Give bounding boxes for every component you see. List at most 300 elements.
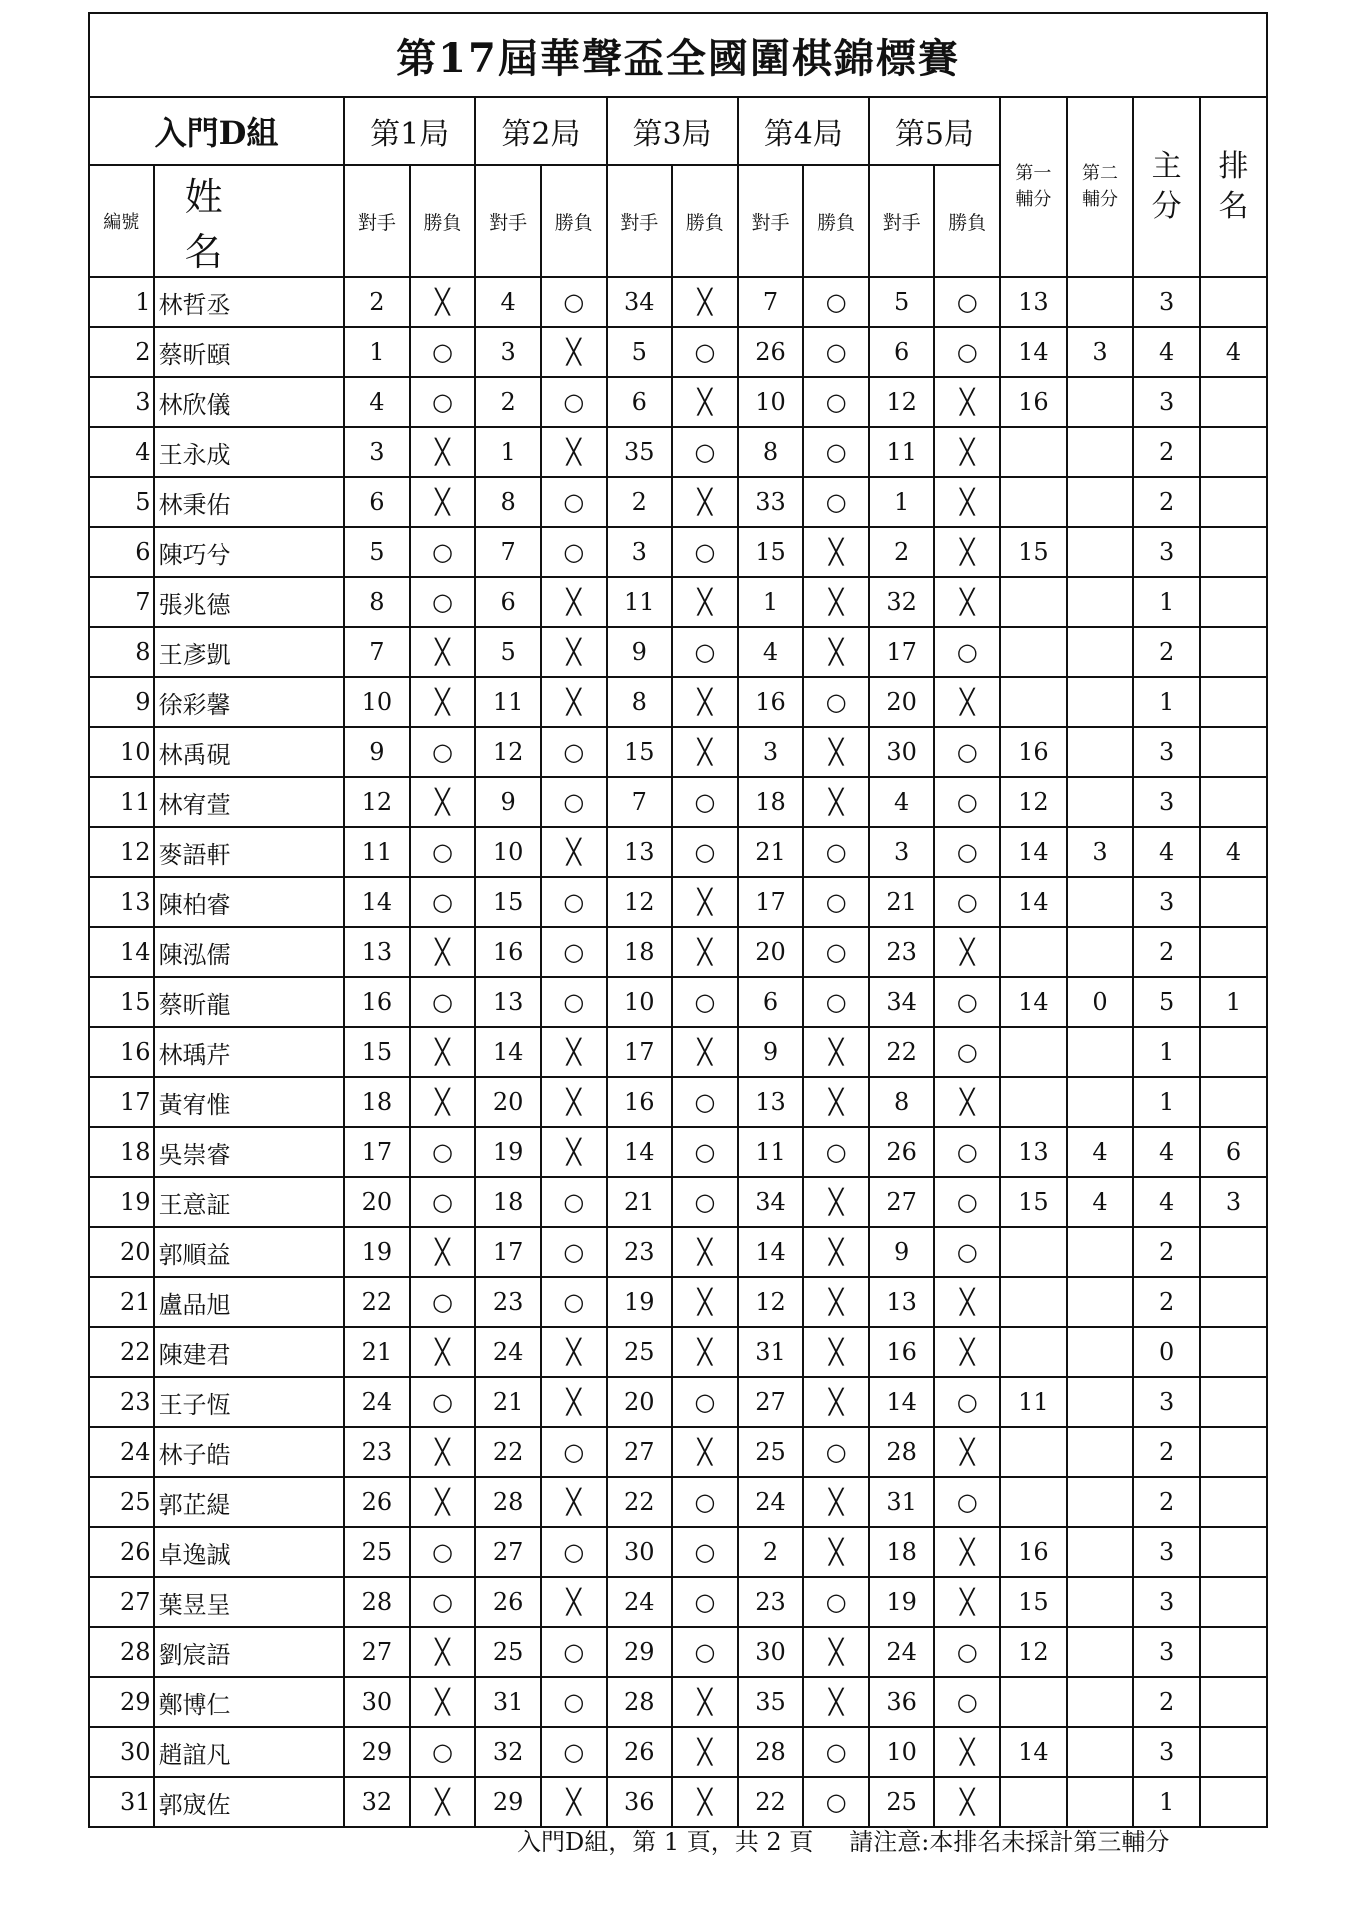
- player-name: 林秉佑: [154, 477, 345, 527]
- player-number: 16: [89, 1027, 154, 1077]
- game-result: ○: [410, 1577, 476, 1627]
- rank-value: [1200, 727, 1267, 777]
- opponent-number: 25: [607, 1327, 673, 1377]
- opponent-number: 16: [738, 677, 804, 727]
- opponent-number: 18: [869, 1527, 935, 1577]
- name-label: 姓名: [184, 175, 223, 274]
- opponent-number: 25: [869, 1777, 935, 1827]
- game-result: ○: [541, 1627, 607, 1677]
- game-result: ○: [672, 977, 738, 1027]
- player-number: 19: [89, 1177, 154, 1227]
- opponent-number: 11: [475, 677, 541, 727]
- tiebreak-1-value: 15: [1000, 527, 1067, 577]
- opponent-number: 3: [475, 327, 541, 377]
- round-3-header: 第3局: [607, 97, 738, 165]
- player-row: [89, 1427, 1267, 1477]
- player-row: [89, 1777, 1267, 1827]
- game-result: ╳: [672, 1027, 738, 1077]
- opponent-header: 對手: [475, 165, 541, 277]
- page-title: 第17屆華聲盃全國圍棋錦標賽: [89, 13, 1267, 97]
- game-result: ○: [410, 1177, 476, 1227]
- game-result: ╳: [410, 927, 476, 977]
- opponent-header: 對手: [738, 165, 804, 277]
- tiebreak-1-value: [1000, 1027, 1067, 1077]
- opponent-number: 17: [607, 1027, 673, 1077]
- player-number: 8: [89, 627, 154, 677]
- main-score-value: 3: [1133, 527, 1200, 577]
- result-header: 勝負: [803, 165, 869, 277]
- opponent-header: 對手: [607, 165, 673, 277]
- player-number: 27: [89, 1577, 154, 1627]
- opponent-number: 15: [344, 1027, 410, 1077]
- game-result: ╳: [541, 577, 607, 627]
- game-result: ○: [541, 1527, 607, 1577]
- opponent-number: 30: [738, 1627, 804, 1677]
- opponent-number: 32: [869, 577, 935, 627]
- tiebreak-2-value: [1067, 1677, 1134, 1727]
- opponent-number: 35: [607, 427, 673, 477]
- game-result: ○: [541, 777, 607, 827]
- tiebreak-1-value: 14: [1000, 977, 1067, 1027]
- game-result: ╳: [410, 277, 476, 327]
- opponent-number: 24: [344, 1377, 410, 1427]
- game-result: ╳: [410, 1027, 476, 1077]
- opponent-number: 6: [475, 577, 541, 627]
- game-result: ╳: [541, 427, 607, 477]
- opponent-number: 20: [607, 1377, 673, 1427]
- player-number: 21: [89, 1277, 154, 1327]
- opponent-number: 15: [738, 527, 804, 577]
- game-result: ○: [803, 1577, 869, 1627]
- opponent-number: 34: [869, 977, 935, 1027]
- tiebreak-1-value: 14: [1000, 877, 1067, 927]
- rank-value: [1200, 1627, 1267, 1677]
- player-name: 葉昱呈: [154, 1577, 345, 1627]
- opponent-number: 24: [607, 1577, 673, 1627]
- rank-value: [1200, 1077, 1267, 1127]
- rank-header: [1200, 97, 1267, 277]
- tiebreak-1-value: 13: [1000, 1127, 1067, 1177]
- opponent-number: 12: [869, 377, 935, 427]
- opponent-number: 7: [475, 527, 541, 577]
- opponent-number: 19: [869, 1577, 935, 1627]
- opponent-number: 21: [344, 1327, 410, 1377]
- game-result: ╳: [803, 1027, 869, 1077]
- game-result: ╳: [672, 877, 738, 927]
- game-result: ╳: [672, 377, 738, 427]
- game-result: ╳: [410, 1627, 476, 1677]
- page-footer: [517, 1822, 1169, 1857]
- game-result: ╳: [672, 1777, 738, 1827]
- tiebreak-1-value: [1000, 627, 1067, 677]
- player-number: 2: [89, 327, 154, 377]
- tiebreak-2-value: [1067, 527, 1134, 577]
- game-result: ○: [803, 327, 869, 377]
- game-result: ○: [934, 727, 1000, 777]
- tiebreak-1-label: 第一 輔分: [1015, 163, 1052, 210]
- game-result: ╳: [934, 1427, 1000, 1477]
- opponent-number: 4: [344, 377, 410, 427]
- game-result: ╳: [934, 477, 1000, 527]
- player-row: [89, 1277, 1267, 1327]
- game-result: ╳: [672, 1227, 738, 1277]
- player-row: [89, 1027, 1267, 1077]
- tiebreak-1-value: [1000, 1777, 1067, 1827]
- opponent-number: 9: [344, 727, 410, 777]
- game-result: ○: [803, 1777, 869, 1827]
- opponent-number: 14: [475, 1027, 541, 1077]
- tiebreak-2-value: [1067, 427, 1134, 477]
- player-name: 郭順益: [154, 1227, 345, 1277]
- game-result: ○: [672, 427, 738, 477]
- player-row: [89, 1177, 1267, 1227]
- result-header: 勝負: [541, 165, 607, 277]
- game-result: ╳: [541, 1027, 607, 1077]
- game-result: ╳: [934, 1327, 1000, 1377]
- player-row: [89, 1677, 1267, 1727]
- opponent-number: 28: [475, 1477, 541, 1527]
- tiebreak-1-value: [1000, 1477, 1067, 1527]
- game-result: ○: [410, 577, 476, 627]
- game-result: ╳: [803, 1177, 869, 1227]
- opponent-number: 13: [607, 827, 673, 877]
- player-name: 林禹硯: [154, 727, 345, 777]
- opponent-number: 4: [738, 627, 804, 677]
- player-row: [89, 477, 1267, 527]
- opponent-number: 19: [475, 1127, 541, 1177]
- game-result: ╳: [672, 1677, 738, 1727]
- tiebreak-1-value: [1000, 677, 1067, 727]
- game-result: ○: [803, 427, 869, 477]
- game-result: ╳: [672, 1277, 738, 1327]
- main-score-value: 1: [1133, 1077, 1200, 1127]
- rank-value: [1200, 1727, 1267, 1777]
- player-number: 22: [89, 1327, 154, 1377]
- player-name: 蔡昕頤: [154, 327, 345, 377]
- game-result: ○: [672, 1177, 738, 1227]
- game-result: ○: [934, 1677, 1000, 1727]
- tiebreak-2-value: [1067, 1577, 1134, 1627]
- round-1-header: 第1局: [344, 97, 475, 165]
- opponent-number: 23: [738, 1577, 804, 1627]
- opponent-number: 25: [475, 1627, 541, 1677]
- tiebreak-1-value: 15: [1000, 1177, 1067, 1227]
- game-result: ╳: [410, 777, 476, 827]
- player-number: 13: [89, 877, 154, 927]
- player-row: [89, 727, 1267, 777]
- game-result: ╳: [803, 1327, 869, 1377]
- game-result: ╳: [934, 427, 1000, 477]
- rank-value: 1: [1200, 977, 1267, 1027]
- tiebreak-2-value: [1067, 277, 1134, 327]
- opponent-number: 1: [738, 577, 804, 627]
- game-result: ○: [672, 627, 738, 677]
- opponent-number: 26: [344, 1477, 410, 1527]
- game-result: ○: [410, 1127, 476, 1177]
- main-score-value: 3: [1133, 1377, 1200, 1427]
- result-header: 勝負: [410, 165, 476, 277]
- rank-value: [1200, 277, 1267, 327]
- opponent-number: 31: [738, 1327, 804, 1377]
- opponent-number: 14: [738, 1227, 804, 1277]
- tiebreak-2-value: [1067, 877, 1134, 927]
- game-result: ╳: [934, 1077, 1000, 1127]
- tiebreak-2-value: [1067, 727, 1134, 777]
- game-result: ╳: [672, 927, 738, 977]
- game-result: ╳: [803, 777, 869, 827]
- main-score-label: 主 分: [1151, 149, 1182, 224]
- player-number: 18: [89, 1127, 154, 1177]
- opponent-number: 2: [738, 1527, 804, 1577]
- player-name: 鄭博仁: [154, 1677, 345, 1727]
- opponent-number: 16: [475, 927, 541, 977]
- ranking-note: 請注意:本排名未採計第三輔分: [849, 1828, 1170, 1856]
- result-header: 勝負: [934, 165, 1000, 277]
- tiebreak-2-header: [1067, 97, 1134, 277]
- tiebreak-2-value: [1067, 627, 1134, 677]
- game-result: ○: [410, 1727, 476, 1777]
- main-score-value: 3: [1133, 277, 1200, 327]
- opponent-number: 12: [607, 877, 673, 927]
- game-result: ╳: [410, 1677, 476, 1727]
- opponent-number: 16: [344, 977, 410, 1027]
- player-number: 23: [89, 1377, 154, 1427]
- opponent-number: 4: [869, 777, 935, 827]
- rank-value: [1200, 1327, 1267, 1377]
- tiebreak-1-value: 12: [1000, 1627, 1067, 1677]
- game-result: ╳: [410, 427, 476, 477]
- rank-value: 4: [1200, 827, 1267, 877]
- opponent-number: 28: [869, 1427, 935, 1477]
- main-score-value: 2: [1133, 1227, 1200, 1277]
- opponent-number: 24: [738, 1477, 804, 1527]
- game-result: ╳: [410, 1077, 476, 1127]
- game-result: ○: [934, 777, 1000, 827]
- game-result: ╳: [803, 1077, 869, 1127]
- player-row: [89, 1477, 1267, 1527]
- player-row: [89, 1577, 1267, 1627]
- opponent-number: 21: [607, 1177, 673, 1227]
- game-result: ╳: [541, 627, 607, 677]
- opponent-header: 對手: [344, 165, 410, 277]
- opponent-number: 34: [738, 1177, 804, 1227]
- main-score-value: 3: [1133, 1627, 1200, 1677]
- opponent-number: 7: [344, 627, 410, 677]
- player-name: 林瑀芹: [154, 1027, 345, 1077]
- main-score-value: 1: [1133, 577, 1200, 627]
- rank-value: [1200, 777, 1267, 827]
- opponent-number: 6: [869, 327, 935, 377]
- tiebreak-2-value: 3: [1067, 327, 1134, 377]
- game-result: ╳: [803, 1227, 869, 1277]
- game-result: ╳: [803, 1677, 869, 1727]
- game-result: ○: [410, 977, 476, 1027]
- main-score-value: 3: [1133, 1527, 1200, 1577]
- rank-value: [1200, 1677, 1267, 1727]
- game-result: ○: [803, 277, 869, 327]
- game-result: ○: [410, 327, 476, 377]
- opponent-number: 26: [869, 1127, 935, 1177]
- opponent-number: 18: [344, 1077, 410, 1127]
- game-result: ○: [934, 1127, 1000, 1177]
- rank-value: [1200, 1477, 1267, 1527]
- opponent-number: 30: [607, 1527, 673, 1577]
- rank-label: 排 名: [1218, 149, 1249, 224]
- game-result: ╳: [541, 1077, 607, 1127]
- player-name: 陳泓儒: [154, 927, 345, 977]
- round-5-header: 第5局: [869, 97, 1000, 165]
- main-score-value: 2: [1133, 927, 1200, 977]
- rank-value: [1200, 427, 1267, 477]
- main-score-value: 3: [1133, 877, 1200, 927]
- game-result: ○: [410, 1277, 476, 1327]
- tiebreak-1-value: [1000, 427, 1067, 477]
- rank-value: [1200, 927, 1267, 977]
- game-result: ○: [541, 1177, 607, 1227]
- game-result: ○: [934, 327, 1000, 377]
- main-score-value: 4: [1133, 1127, 1200, 1177]
- tiebreak-1-value: [1000, 927, 1067, 977]
- tiebreak-1-value: 16: [1000, 377, 1067, 427]
- game-result: ╳: [803, 1527, 869, 1577]
- game-result: ○: [934, 1227, 1000, 1277]
- opponent-number: 32: [475, 1727, 541, 1777]
- opponent-number: 4: [475, 277, 541, 327]
- opponent-number: 14: [344, 877, 410, 927]
- game-result: ○: [672, 1527, 738, 1577]
- player-name: 郭宬佐: [154, 1777, 345, 1827]
- game-result: ╳: [934, 1277, 1000, 1327]
- game-result: ○: [410, 827, 476, 877]
- tiebreak-1-value: 12: [1000, 777, 1067, 827]
- player-number: 31: [89, 1777, 154, 1827]
- player-number: 10: [89, 727, 154, 777]
- rank-value: 3: [1200, 1177, 1267, 1227]
- opponent-number: 18: [738, 777, 804, 827]
- rank-value: [1200, 1027, 1267, 1077]
- game-result: ○: [803, 927, 869, 977]
- player-number: 28: [89, 1627, 154, 1677]
- opponent-number: 9: [607, 627, 673, 677]
- game-result: ╳: [541, 1327, 607, 1377]
- game-result: ╳: [672, 1727, 738, 1777]
- game-result: ╳: [672, 677, 738, 727]
- game-result: ○: [934, 1627, 1000, 1677]
- game-result: ╳: [803, 727, 869, 777]
- opponent-number: 3: [607, 527, 673, 577]
- rank-value: [1200, 1577, 1267, 1627]
- tiebreak-1-value: [1000, 1277, 1067, 1327]
- game-result: ╳: [803, 527, 869, 577]
- main-score-value: 2: [1133, 627, 1200, 677]
- opponent-number: 9: [738, 1027, 804, 1077]
- game-result: ○: [541, 1277, 607, 1327]
- player-row: [89, 827, 1267, 877]
- opponent-number: 12: [475, 727, 541, 777]
- tiebreak-1-value: 14: [1000, 827, 1067, 877]
- game-result: ╳: [672, 1427, 738, 1477]
- opponent-number: 19: [607, 1277, 673, 1327]
- opponent-number: 19: [344, 1227, 410, 1277]
- game-result: ○: [541, 527, 607, 577]
- player-number: 24: [89, 1427, 154, 1477]
- opponent-number: 2: [607, 477, 673, 527]
- main-score-value: 2: [1133, 1677, 1200, 1727]
- opponent-number: 29: [344, 1727, 410, 1777]
- game-result: ╳: [410, 627, 476, 677]
- rank-value: [1200, 1427, 1267, 1477]
- rank-value: [1200, 1527, 1267, 1577]
- game-result: ╳: [934, 677, 1000, 727]
- game-result: ○: [672, 327, 738, 377]
- opponent-number: 30: [344, 1677, 410, 1727]
- rank-value: [1200, 877, 1267, 927]
- player-number: 6: [89, 527, 154, 577]
- standings-sheet: [88, 12, 1268, 1828]
- opponent-number: 8: [869, 1077, 935, 1127]
- opponent-number: 17: [344, 1127, 410, 1177]
- opponent-number: 8: [344, 577, 410, 627]
- game-result: ○: [672, 1627, 738, 1677]
- opponent-number: 5: [344, 527, 410, 577]
- tiebreak-2-value: [1067, 1427, 1134, 1477]
- main-score-value: 1: [1133, 1027, 1200, 1077]
- rank-value: 6: [1200, 1127, 1267, 1177]
- main-score-header: [1133, 97, 1200, 277]
- main-score-value: 2: [1133, 427, 1200, 477]
- opponent-number: 10: [738, 377, 804, 427]
- opponent-number: 23: [344, 1427, 410, 1477]
- rank-value: [1200, 1277, 1267, 1327]
- tiebreak-2-value: [1067, 1027, 1134, 1077]
- game-result: ╳: [934, 1727, 1000, 1777]
- opponent-number: 24: [869, 1627, 935, 1677]
- rank-value: [1200, 627, 1267, 677]
- opponent-number: 18: [475, 1177, 541, 1227]
- tiebreak-2-value: 4: [1067, 1127, 1134, 1177]
- player-number: 14: [89, 927, 154, 977]
- opponent-number: 26: [607, 1727, 673, 1777]
- player-row: [89, 777, 1267, 827]
- opponent-number: 18: [607, 927, 673, 977]
- tiebreak-1-value: 15: [1000, 1577, 1067, 1627]
- tiebreak-2-value: [1067, 677, 1134, 727]
- player-number: 5: [89, 477, 154, 527]
- main-score-value: 1: [1133, 1777, 1200, 1827]
- opponent-number: 22: [607, 1477, 673, 1527]
- game-result: ○: [803, 1127, 869, 1177]
- game-result: ╳: [934, 377, 1000, 427]
- player-number: 30: [89, 1727, 154, 1777]
- game-result: ○: [803, 377, 869, 427]
- standings-table: [88, 12, 1268, 1828]
- player-name: 王永成: [154, 427, 345, 477]
- main-score-value: 2: [1133, 1277, 1200, 1327]
- player-row: [89, 577, 1267, 627]
- opponent-number: 11: [344, 827, 410, 877]
- tiebreak-2-value: [1067, 1727, 1134, 1777]
- game-result: ╳: [410, 1327, 476, 1377]
- game-result: ○: [410, 1377, 476, 1427]
- tiebreak-2-value: [1067, 777, 1134, 827]
- tiebreak-1-value: 16: [1000, 1527, 1067, 1577]
- opponent-number: 26: [475, 1577, 541, 1627]
- tiebreak-2-value: 3: [1067, 827, 1134, 877]
- main-score-value: 5: [1133, 977, 1200, 1027]
- opponent-number: 27: [344, 1627, 410, 1677]
- game-result: ╳: [541, 327, 607, 377]
- player-number: 15: [89, 977, 154, 1027]
